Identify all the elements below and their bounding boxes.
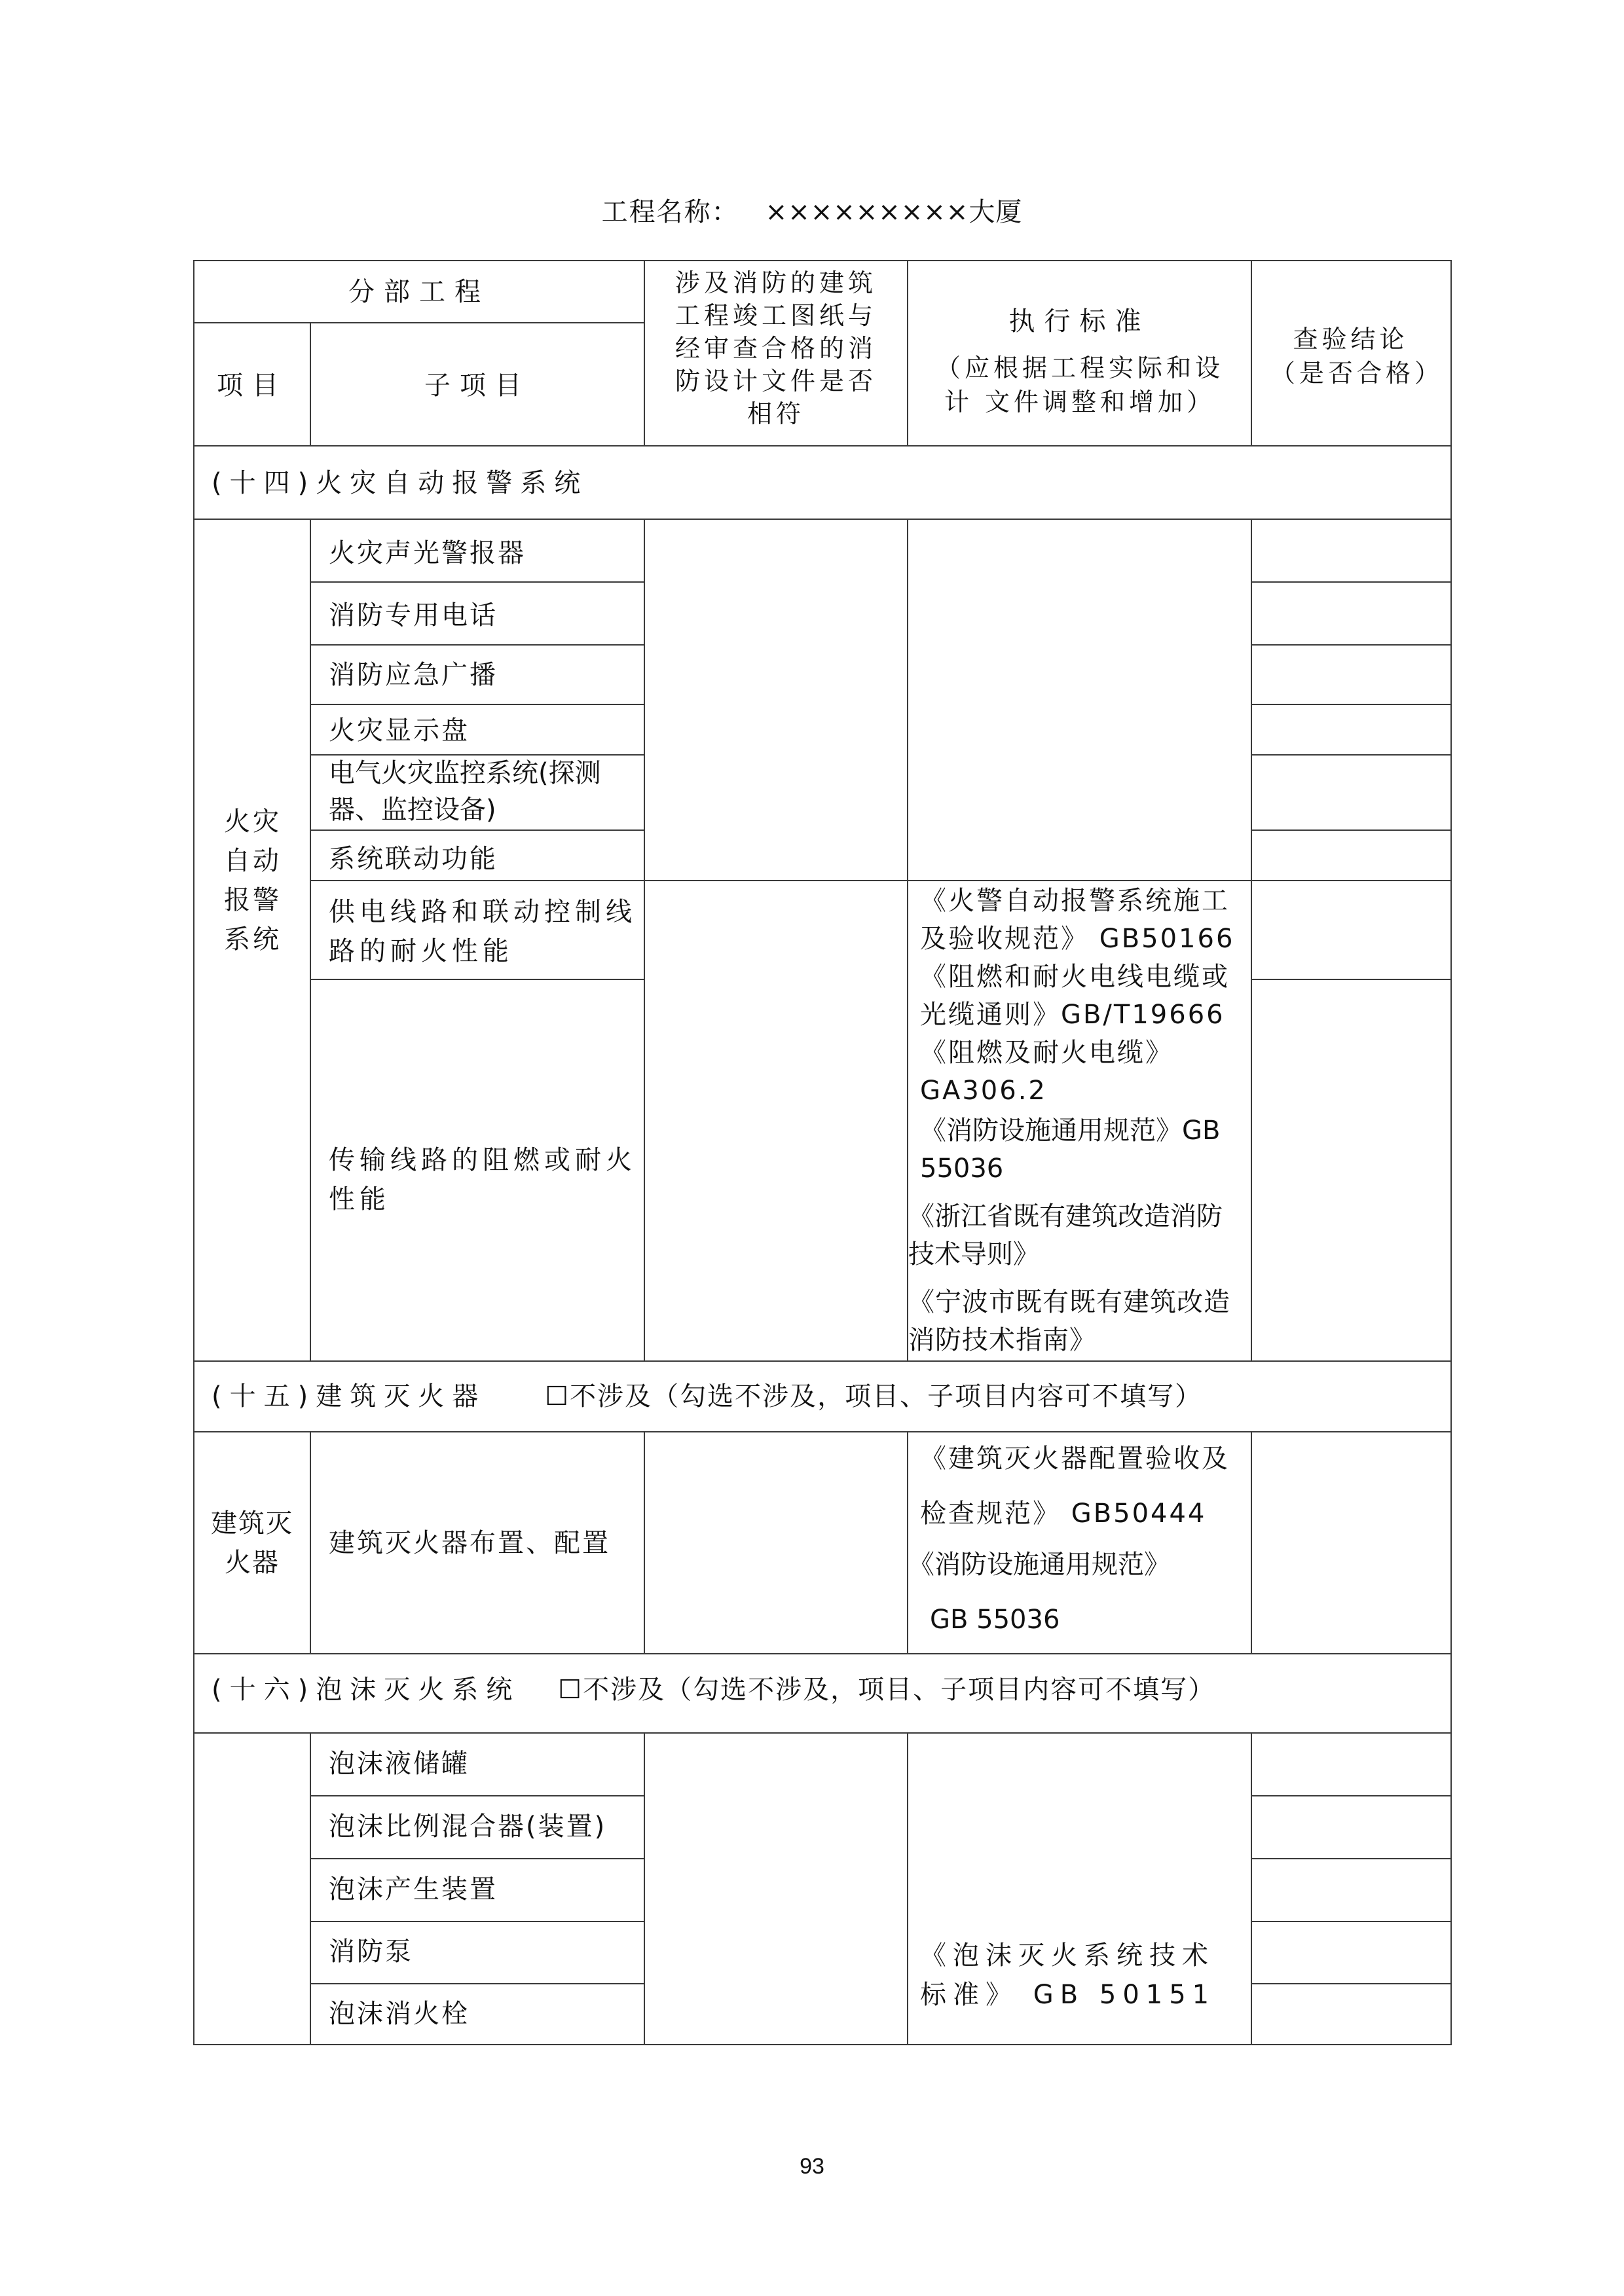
division-header: 分部工程 <box>348 277 490 307</box>
table-rule <box>644 519 645 1362</box>
subitem-header: 子项目 <box>424 371 530 401</box>
inspection-table <box>193 260 1452 2045</box>
standard-cell: 《消防设施通用规范》 <box>908 1550 1170 1580</box>
subitem-cell: 消防泵 <box>329 1937 413 1967</box>
standard-header-title: 执行标准 <box>1008 306 1151 337</box>
table-rule <box>311 1983 644 1984</box>
section-title-15-text: (十五)建筑灭火器 <box>212 1381 487 1412</box>
table-rule <box>1251 1431 1252 1654</box>
table-rule <box>1450 260 1452 2045</box>
table-rule <box>193 445 1452 446</box>
table-rule <box>193 1653 1452 1654</box>
table-rule <box>1252 1795 1452 1796</box>
subitem-cell: 建筑灭火器布置、配置 <box>329 1528 610 1558</box>
table-rule <box>1252 1921 1452 1922</box>
table-rule <box>193 1360 1452 1362</box>
project-name-label: 工程名称： <box>601 197 739 227</box>
drawing-match-header: 涉及消防的建筑工程竣工图纸与经审查合格的消防设计文件是否相符 <box>674 268 877 428</box>
table-rule <box>1252 1858 1452 1859</box>
standard-cell: 《阻燃和耐火电线电缆或光缆通则》GB/T19666 <box>920 962 1230 1030</box>
table-rule <box>311 704 644 705</box>
table-rule <box>1252 754 1452 756</box>
table-rule <box>311 1795 644 1796</box>
subitem-cell: 消防应急广播 <box>329 660 498 690</box>
table-rule <box>1251 519 1252 1362</box>
table-rule <box>193 260 194 2045</box>
table-rule <box>193 519 1452 520</box>
table-rule <box>1252 704 1452 705</box>
subitem-cell: 泡沫消火栓 <box>329 1999 470 2029</box>
standard-cell: 《浙江省既有建筑改造消防技术导则》 <box>908 1201 1223 1269</box>
table-rule <box>193 260 1452 261</box>
subitem-cell: 系统联动功能 <box>329 844 498 874</box>
table-rule <box>907 260 908 446</box>
subitem-cell: 火灾声光警报器 <box>329 538 526 568</box>
table-rule <box>1252 979 1452 980</box>
standard-cell: 《建筑灭火器配置验收及检查规范》 GB50444 <box>920 1444 1230 1529</box>
table-rule <box>310 519 311 1362</box>
subitem-cell: 消防专用电话 <box>329 600 498 630</box>
standard-cell: 《消防设施通用规范》GB 55036 <box>920 1116 1229 1184</box>
subitem-cell: 泡沫液储罐 <box>329 1749 470 1779</box>
not-applicable-checkbox-15[interactable]: ☐不涉及（勾选不涉及，项目、子项目内容可不填写） <box>545 1381 1203 1412</box>
table-rule <box>1251 1732 1252 2045</box>
item-fire-extinguisher: 建筑灭火器 <box>211 1508 293 1578</box>
table-rule <box>1252 581 1452 583</box>
subitem-cell: 泡沫比例混合器(装置) <box>329 1812 607 1842</box>
subitem-cell: 供电线路和联动控制线路的耐火性能 <box>329 897 637 966</box>
table-rule <box>1252 1983 1452 1984</box>
table-rule <box>1251 260 1252 446</box>
table-rule <box>907 1732 908 2045</box>
table-rule <box>1252 644 1452 646</box>
table-rule <box>644 1431 645 1654</box>
standard-cell: 《宁波市既有既有建筑改造消防技术指南》 <box>908 1287 1230 1355</box>
table-rule <box>310 1431 311 1654</box>
standard-cell: 《火警自动报警系统施工及验收规范》 GB50166 <box>920 886 1235 954</box>
subitem-cell: 泡沫产生装置 <box>329 1874 498 1904</box>
table-rule <box>1252 829 1452 831</box>
table-rule <box>311 829 644 831</box>
table-rule <box>193 322 645 323</box>
table-rule <box>311 880 1452 881</box>
not-applicable-checkbox-16[interactable]: ☐不涉及（勾选不涉及，项目、子项目内容可不填写） <box>558 1675 1216 1705</box>
subitem-cell: 传输线路的阻燃或耐火性能 <box>329 1145 637 1214</box>
table-rule <box>193 2044 1452 2045</box>
subitem-cell: 电气火灾监控系统(探测器、监控设备) <box>329 758 601 825</box>
item-fire-alarm: 火灾自动报警系统 <box>224 807 282 955</box>
project-name-line <box>0 191 1624 228</box>
section-title-16 <box>212 1671 1443 1709</box>
section-title-16-text: (十六)泡沫灭火系统 <box>212 1675 521 1705</box>
section-title-14 <box>212 464 1443 502</box>
standard-header-note: （应根据工程实际和设计 文件调整和增加） <box>935 354 1224 416</box>
section-title-15 <box>212 1377 1443 1415</box>
page-number: 93 <box>800 2154 824 2179</box>
subitem-cell: 火灾显示盘 <box>329 716 470 746</box>
table-rule <box>311 1921 644 1922</box>
standard-cell: GB 55036 <box>930 1605 1060 1635</box>
table-rule <box>311 1858 644 1859</box>
table-rule <box>311 581 644 583</box>
table-rule <box>644 260 645 446</box>
table-rule <box>193 1431 1452 1432</box>
table-rule <box>193 1732 1452 1734</box>
project-name-value: ×××××××××大厦 <box>765 197 1023 227</box>
standard-cell: 《阻燃及耐火电缆》GA306.2 <box>920 1038 1173 1106</box>
standard-cell: 《泡沫灭火系统技术标准》 GB 50151 <box>920 1941 1216 2010</box>
conclusion-header: 查验结论（是否合格） <box>1270 325 1444 388</box>
table-rule <box>310 1732 311 2045</box>
table-rule <box>311 979 644 980</box>
item-header: 项目 <box>217 371 287 401</box>
section-title-14-text: (十四)火灾自动报警系统 <box>212 468 589 498</box>
table-rule <box>644 1732 645 2045</box>
table-rule <box>311 644 644 646</box>
